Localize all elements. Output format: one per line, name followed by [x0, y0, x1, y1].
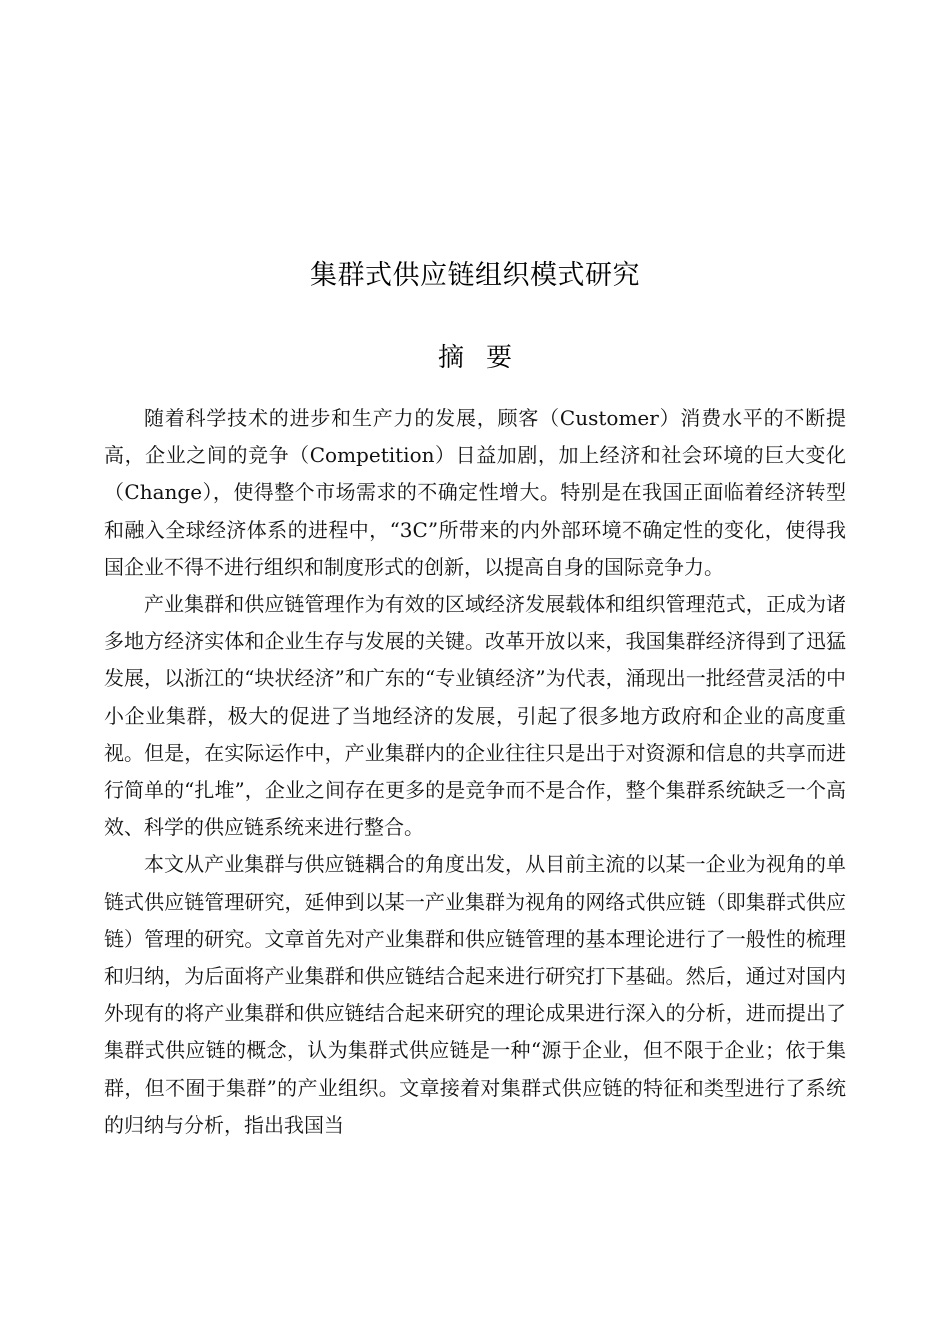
abstract-paragraph: 产业集群和供应链管理作为有效的区域经济发展载体和组织管理范式，正成为诸多地方经济实体和企业生存与发展的关键。改革开放以来，我国集群经济得到了迅猛发展，以浙江的“块状经济”和广东的“专业镇经济”为代表，涌现出一批经营灵活的中小企业集群，极大的促进了当地经济的发展，引起了很多地方政府和企业的高度重视。但是，在实际运作中，产业集群内的企业往往只是出于对资源和信息的共享而进行简单的“扎堆”，企业之间存在更多的是竞争而不是合作，整个集群系统缺乏一个高效、科学的供应链系统来进行整合。	[104, 592, 846, 840]
abstract-paragraph: 随着科学技术的进步和生产力的发展，顾客（Customer）消费水平的不断提高，企业之间的竞争（Competition）日益加剧，加上经济和社会环境的巨大变化（Change），使得整个市场需求的不确定性增大。特别是在我国正面临着经济转型和融入全球经济体系的进程中，“3C”所带来的内外部环境不确定性的变化，使得我国企业不得不进行组织和制度形式的创新，以提高自身的国际竞争力。	[104, 406, 846, 579]
document-title: 集群式供应链组织模式研究	[310, 260, 640, 291]
abstract-paragraph: 本文从产业集群与供应链耦合的角度出发，从目前主流的以某一企业为视角的单链式供应链管理研究，延伸到以某一产业集群为视角的网络式供应链（即集群式供应链）管理的研究。文章首先对产业集群和供应链管理的基本理论进行了一般性的梳理和归纳，为后面将产业集群和供应链结合起来进行研究打下基础。然后，通过对国内外现有的将产业集群和供应链结合起来研究的理论成果进行深入的分析，进而提出了集群式供应链的概念，认为集群式供应链是一种“源于企业，但不限于企业；依于集群，但不囿于集群”的产业组织。文章接着对集群式供应链的特征和类型进行了系统的归纳与分析，指出我国当	[104, 852, 846, 1137]
abstract-heading: 摘要	[437, 343, 534, 373]
abstract-body	[104, 400, 846, 1144]
